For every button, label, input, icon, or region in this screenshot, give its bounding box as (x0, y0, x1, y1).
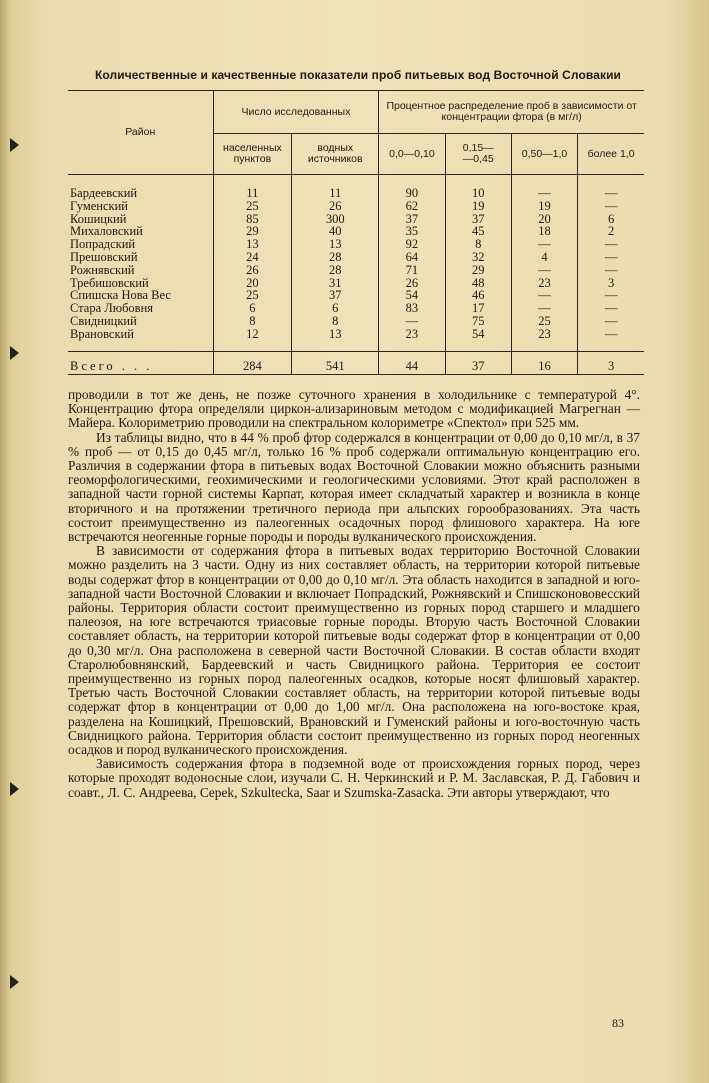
total-r2: 37 (445, 351, 511, 375)
cell-r1: 37 (379, 213, 445, 226)
cell-r4: — (578, 251, 644, 264)
body-text (68, 388, 640, 800)
cell-sources: 11 (292, 187, 379, 200)
cell-r1: 35 (379, 225, 445, 238)
cell-r3: 23 (511, 277, 577, 290)
table-row (68, 238, 644, 251)
total-r4: 3 (578, 351, 644, 375)
cell-district: Михаловский (70, 224, 143, 239)
cell-r4: 6 (578, 213, 644, 226)
table-caption: Количественные и качественные показатели проб питьевых вод Восточной Словакии (94, 68, 622, 82)
cell-r2: 75 (445, 315, 511, 328)
cell-r4: 3 (578, 277, 644, 290)
table-body (68, 175, 644, 352)
cell-settlements: 29 (213, 225, 292, 238)
cell-r3: — (511, 264, 577, 277)
cell-r3: — (511, 289, 577, 302)
margin-marker-icon (10, 138, 19, 152)
cell-sources: 28 (292, 251, 379, 264)
total-r1: 44 (379, 351, 445, 375)
cell-r1: 83 (379, 302, 445, 315)
cell-settlements: 85 (213, 213, 292, 226)
page-number: 83 (612, 1016, 624, 1030)
table-row (68, 187, 644, 200)
page-binding-edge (0, 0, 10, 1083)
cell-settlements: 13 (213, 238, 292, 251)
cell-district: Бардеевский (70, 186, 138, 200)
cell-r2: 10 (445, 187, 511, 200)
cell-sources: 13 (292, 328, 379, 351)
header-district: Район (68, 91, 213, 175)
total-sources: 541 (292, 351, 379, 375)
paragraph: проводили в тот же день, не позже суточного хранения в холодильнике с температурой 4°. Концентрацию фтора определяли циркон-ализариновым методом с модификацией Магрегнан — Майера. Колориметрию проводили на спектральном колориметре «Спектол» при 525 мм. (68, 387, 640, 431)
header-range2: 0,15— —0,45 (445, 134, 511, 175)
table-row (68, 315, 644, 328)
cell-settlements: 25 (213, 289, 292, 302)
cell-sources: 28 (292, 264, 379, 277)
cell-settlements: 8 (213, 315, 292, 328)
cell-district: Спишска Нова Вес (70, 288, 171, 303)
cell-r4: — (578, 238, 644, 251)
header-water-sources: водных источников (292, 134, 379, 175)
cell-r3: 25 (511, 315, 577, 328)
margin-marker-icon (10, 975, 19, 989)
cell-r2: 17 (445, 302, 511, 315)
cell-sources: 13 (292, 238, 379, 251)
margin-marker-icon (10, 346, 19, 360)
header-range4: более 1,0 (578, 134, 644, 175)
cell-settlements: 6 (213, 302, 292, 315)
cell-settlements: 11 (213, 187, 292, 200)
table-row (68, 213, 644, 226)
cell-sources: 26 (292, 200, 379, 213)
header-distribution-group: Процентное распределение проб в зависимости от концентрации фтора (в мг/л) (379, 91, 644, 134)
fluoride-table (68, 90, 644, 375)
margin-marker-icon (10, 782, 19, 796)
cell-district: Прешовский (70, 249, 138, 264)
cell-r1: 90 (379, 187, 445, 200)
cell-district: Попрадский (70, 237, 136, 252)
table-row (68, 264, 644, 277)
cell-r1: 54 (379, 289, 445, 302)
table-row (68, 225, 644, 238)
cell-sources: 40 (292, 225, 379, 238)
cell-r3: 20 (511, 213, 577, 226)
cell-r4: — (578, 328, 644, 351)
cell-district: Гуменский (70, 198, 128, 213)
cell-district: Свидницкий (70, 313, 137, 328)
cell-r4: — (578, 200, 644, 213)
cell-r1: 62 (379, 200, 445, 213)
cell-settlements: 20 (213, 277, 292, 290)
cell-r2: 48 (445, 277, 511, 290)
cell-sources: 37 (292, 289, 379, 302)
table-row (68, 302, 644, 315)
cell-sources: 8 (292, 315, 379, 328)
total-r3: 16 (511, 351, 577, 375)
cell-r1: 23 (379, 328, 445, 351)
cell-district: Рожнявский (70, 262, 135, 277)
cell-r2: 45 (445, 225, 511, 238)
cell-r4: — (578, 302, 644, 315)
header-count-group: Число исследованных (213, 91, 379, 134)
header-settlements: населенных пунктов (213, 134, 292, 175)
paragraph: Зависимость содержания фтора в подземной воде от происхождения горных пород, через которые проходят водоносные слои, изучали С. Н. Черкинский и Р. М. Заславская, Р. Д. Габович и соавт., Л. С. Андреева, Cepek, Szkultecka, Saar и Szumska-Zasacka. Эти авторы утверждают, что (68, 756, 640, 800)
cell-district: Кошицкий (70, 211, 127, 226)
table-row (68, 251, 644, 264)
cell-sources: 300 (292, 213, 379, 226)
cell-r2: 46 (445, 289, 511, 302)
cell-r4: — (578, 264, 644, 277)
cell-r1: 26 (379, 277, 445, 290)
cell-r1: — (379, 315, 445, 328)
cell-r2: 54 (445, 328, 511, 351)
total-label: Всего . . . (68, 351, 213, 375)
cell-settlements: 12 (213, 328, 292, 351)
paragraph: Из таблицы видно, что в 44 % проб фтор содержался в концентрации от 0,00 до 0,10 мг/л, в 37 % проб — от 0,15 до 0,45 мг/л, только 16 % проб содержали оптимальную концентрацию его. Различия в содержании фтора в питьевых водах Восточной Словакии можно объяснить разными геоморфологическими, геохимическими и геологическими условиями. Этот край расположен в западной части горной системы Карпат, которая имеет складчатый характер и возникла в конце вторичного и на протяжении третичного периода при альпских горообразованиях. Эта часть состоит преимущественно из палеогенных осадочных пород флишового характера. На юге встречаются неогенные горные породы и породы вулканического происхождения. (68, 429, 640, 545)
total-settlements: 284 (213, 351, 292, 375)
cell-r3: — (511, 238, 577, 251)
cell-district: Врановский (68, 328, 213, 351)
cell-settlements: 26 (213, 264, 292, 277)
cell-r3: — (511, 187, 577, 200)
cell-district: Стара Любовня (70, 301, 154, 316)
cell-r3: 18 (511, 225, 577, 238)
paragraph: В зависимости от содержания фтора в питьевых водах территорию Восточной Словакии можно разделить на 3 части. Одну из них составляет область, на территории которой питьевые воды содержат фтор в концентрации от 0,00 до 0,10 мг/л. Эта область находится в западной и юго-западной части Восточной Словакии и включает Попрадский, Рожнявский и Спишсконововесский районы. Территория области состоит преимущественно из горных пород старшего и младшего палеозоя, на юге встречаются триасовые горные породы. Вторую часть Восточной Словакии составляет область, на территории которой питьевые воды содержат фтор в концентрации от 0,00 до 0,30 мг/л. Она расположена в северной части Восточной Словакии. В состав области входят Старолюбовнянский, Бардеевский и часть Свидницкого района. Территория ее состоит преимущественно из горных пород палеогенных осадков, которые носят флишовый характер. Третью часть Восточной Словакии составляет область, на территории которой питьевые воды содержат фтор в концентрации от 0,00 до 1,00 мг/л. Она расположена на юго-востоке края, разделена на Кошицкий, Прешовский, Врановский и Гуменский районы и юго-восточную часть Свидницкого района. Территория области состоит преимущественно из горных пород неогенных осадков и пород вулканического происхождения. (68, 543, 640, 758)
cell-sources: 31 (292, 277, 379, 290)
cell-r3: 19 (511, 200, 577, 213)
table-row (68, 200, 644, 213)
cell-r1: 71 (379, 264, 445, 277)
table-row (68, 289, 644, 302)
cell-sources: 6 (292, 302, 379, 315)
cell-r4: — (578, 315, 644, 328)
cell-r3: 4 (511, 251, 577, 264)
cell-r2: 37 (445, 213, 511, 226)
cell-r2: 8 (445, 238, 511, 251)
cell-r4: 2 (578, 225, 644, 238)
cell-r2: 29 (445, 264, 511, 277)
cell-r3: 23 (511, 328, 577, 351)
cell-r4: — (578, 289, 644, 302)
cell-r1: 92 (379, 238, 445, 251)
cell-r2: 19 (445, 200, 511, 213)
header-range1: 0,0—0,10 (379, 134, 445, 175)
cell-settlements: 25 (213, 200, 292, 213)
cell-district: Требишовский (70, 275, 149, 290)
cell-r2: 32 (445, 251, 511, 264)
header-range3: 0,50—1,0 (511, 134, 577, 175)
table-row (68, 328, 644, 351)
cell-r4: — (578, 187, 644, 200)
cell-settlements: 24 (213, 251, 292, 264)
cell-r3: — (511, 302, 577, 315)
cell-r1: 64 (379, 251, 445, 264)
table-total-row (68, 351, 644, 375)
